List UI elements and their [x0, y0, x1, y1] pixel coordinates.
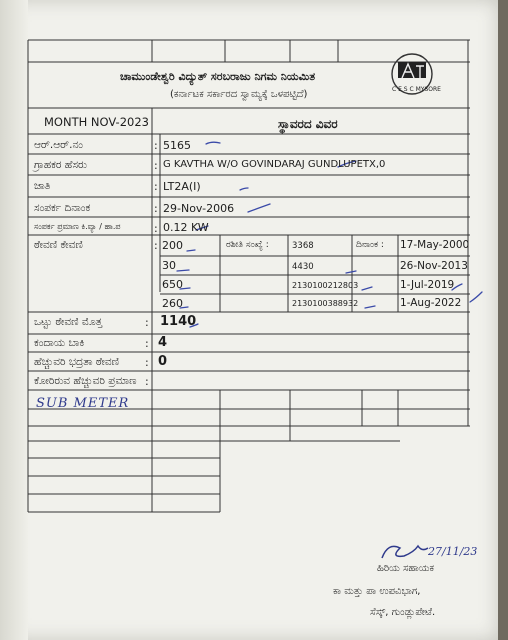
signature-date: 27/11/23	[428, 545, 478, 558]
signature-office: ಕಾ ಮತ್ತು ಪಾ ಉಪವಿಭಾಗ,	[333, 586, 421, 597]
colon: :	[154, 222, 158, 235]
deposit-amount: 30	[162, 259, 176, 272]
handwritten-note: SUB METER	[36, 396, 130, 411]
deposit-date: 17-May-2000	[400, 239, 470, 251]
colon: :	[154, 239, 158, 252]
tariff-value: LT2A(I)	[163, 180, 201, 193]
colon: :	[154, 180, 158, 193]
company-name: ಚಾಮುಂಡೇಶ್ವರಿ ವಿದ್ಯುತ್ ಸರಬರಾಜು ನಿಗಮ ನಿಯಮಿತ	[120, 70, 316, 83]
deposit-receipt: 2130100388932	[292, 299, 359, 308]
section-title: ಸ್ಥಾವರದ ವಿವರ	[278, 117, 338, 131]
extra-deposit-label: ಹೆಚ್ಚುವರಿ ಭದ್ರತಾ ಠೇವಣಿ	[34, 356, 120, 368]
deposit-receipt: 4430	[292, 262, 314, 272]
signature-place: ಸೆಸ್ಕ್, ಗುಂಡ್ಲುಪೇಟೆ.	[370, 607, 436, 618]
rr-no-label: ಆರ್.ಆರ್.ನಂ	[34, 139, 83, 151]
rr-no-value: 5165	[163, 139, 191, 152]
deposit-date: 1-Aug-2022	[400, 297, 462, 309]
total-deposit-label: ಒಟ್ಟು ಠೇವಣಿ ಮೊತ್ತ	[34, 316, 103, 328]
deposit-amount: 260	[162, 297, 183, 310]
receipt-label: ರಶೀತಿ ಸಂಖ್ಯೆ :	[226, 240, 269, 250]
requested-deposit-label: ಕೋರಿರುವ ಹೆಚ್ಚುವರಿ ಪ್ರಮಾಣ	[34, 375, 137, 387]
total-deposit-value: 1140	[160, 314, 197, 329]
consumer-name-value: G KAVTHA W/O GOVINDARAJ GUNDLUPETX,0	[163, 159, 386, 170]
deposit-receipt: 2130100212803	[292, 281, 359, 290]
sanctioned-load-value: 0.12 KW	[163, 221, 209, 234]
date-label: ದಿನಾಂಕ :	[356, 240, 384, 250]
colon: :	[154, 139, 158, 152]
tariff-label: ಜಾತಿ	[34, 180, 51, 192]
month-label: MONTH NOV-2023	[44, 115, 149, 129]
deposit-amount: 200	[162, 239, 183, 252]
connection-date-label: ಸಂಪರ್ಕ ದಿನಾಂಕ	[34, 202, 91, 214]
colon: :	[154, 159, 158, 172]
extra-deposit-value: 0	[158, 354, 168, 369]
deposit-amount: 650	[162, 278, 183, 291]
balance-label: ಕಂದಾಯ ಬಾಕಿ	[34, 337, 85, 349]
colon: :	[145, 356, 149, 369]
connection-date-value: 29-Nov-2006	[163, 202, 235, 215]
deposit-label: ಠೇವಣಿ ಕೇವಣಿ	[34, 239, 83, 251]
colon: :	[145, 316, 149, 329]
colon: :	[154, 202, 158, 215]
consumer-name-label: ಗ್ರಾಹಕರ ಹೆಸರು	[34, 159, 87, 171]
colon: :	[145, 375, 149, 388]
colon: :	[145, 337, 149, 350]
sanctioned-load-label: ಸಂಪರ್ಕ ಪ್ರಮಾಣ ಕಿ.ವ್ಯಾ / ಹಾ.ಪ	[34, 222, 121, 231]
logo-text: C E S C MYSORE	[392, 86, 441, 93]
deposit-date: 1-Jul-2019	[400, 279, 455, 291]
signature-designation: ಹಿರಿಯ ಸಹಾಯಕ	[377, 563, 435, 574]
deposit-date: 26-Nov-2013	[400, 260, 468, 272]
company-subtitle: (ಕರ್ನಾಟಕ ಸರ್ಕಾರದ ಸ್ವಾಮ್ಯಕ್ಕೆ ಒಳಪಟ್ಟಿದೆ)	[170, 89, 308, 100]
balance-value: 4	[158, 335, 168, 350]
deposit-receipt: 3368	[292, 241, 314, 251]
